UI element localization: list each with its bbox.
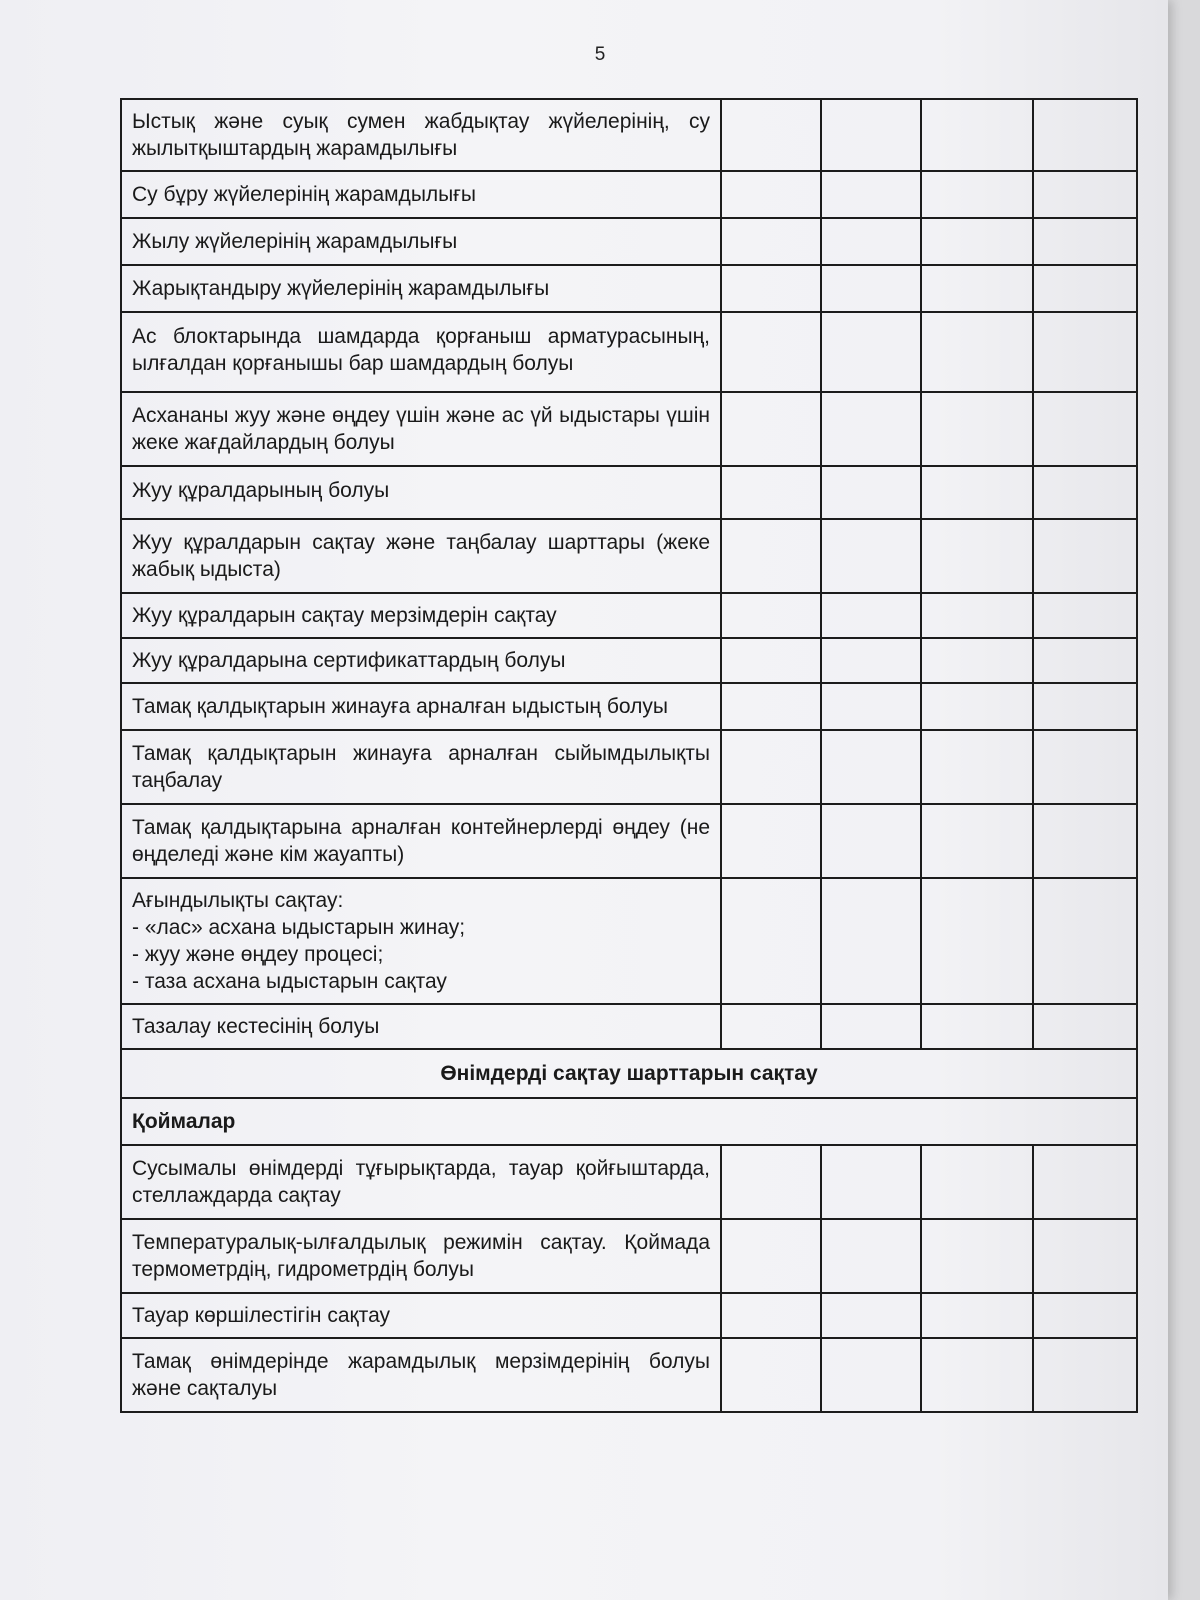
check-cell[interactable]: [721, 1293, 821, 1338]
check-cell[interactable]: [821, 312, 921, 392]
check-cell[interactable]: [1033, 1145, 1137, 1219]
check-cell[interactable]: [921, 1145, 1033, 1219]
check-cell[interactable]: [1033, 1004, 1137, 1049]
row-description: Жуу құралдарына сертификаттардың болуы: [121, 638, 721, 683]
check-cell[interactable]: [921, 171, 1033, 218]
checklist-table: [120, 98, 1138, 1413]
check-cell[interactable]: [821, 1004, 921, 1049]
check-cell[interactable]: [721, 1338, 821, 1412]
check-cell[interactable]: [721, 519, 821, 593]
check-cell[interactable]: [1033, 171, 1137, 218]
check-cell[interactable]: [921, 683, 1033, 730]
row-description: Температуралық-ылғалдылық режимін сақтау. Қоймада термометрдің, гидрометрдің болуы: [121, 1219, 721, 1293]
check-cell[interactable]: [821, 1145, 921, 1219]
check-cell[interactable]: [1033, 1293, 1137, 1338]
table-row: [121, 265, 1137, 312]
check-cell[interactable]: [821, 730, 921, 804]
check-cell[interactable]: [821, 1338, 921, 1412]
check-cell[interactable]: [821, 519, 921, 593]
check-cell[interactable]: [821, 218, 921, 265]
table-row: [121, 392, 1137, 466]
table-row: [121, 1293, 1137, 1338]
subsection-header-row: [121, 1098, 1137, 1145]
check-cell[interactable]: [921, 804, 1033, 878]
check-cell[interactable]: [721, 392, 821, 466]
check-cell[interactable]: [1033, 218, 1137, 265]
check-cell[interactable]: [921, 312, 1033, 392]
row-description: Тазалау кестесінің болуы: [121, 1004, 721, 1049]
check-cell[interactable]: [821, 1219, 921, 1293]
check-cell[interactable]: [1033, 466, 1137, 519]
table-row: [121, 730, 1137, 804]
check-cell[interactable]: [821, 1293, 921, 1338]
check-cell[interactable]: [1033, 99, 1137, 171]
row-description: Ыстық және суық сумен жабдықтау жүйелерінің, су жылытқыштардың жарамдылығы: [121, 99, 721, 171]
table-row: [121, 466, 1137, 519]
check-cell[interactable]: [821, 878, 921, 1004]
check-cell[interactable]: [1033, 804, 1137, 878]
row-description: Тамақ өнімдерінде жарамдылық мерзімдерінің болуы және сақталуы: [121, 1338, 721, 1412]
row-description: Асхананы жуу және өңдеу үшін және ас үй ыдыстары үшін жеке жағдайлардың болуы: [121, 392, 721, 466]
table-row: [121, 1145, 1137, 1219]
check-cell[interactable]: [821, 804, 921, 878]
table-row: [121, 804, 1137, 878]
row-description: Ас блоктарында шамдарда қорғаныш арматурасының, ылғалдан қорғанышы бар шамдардың болуы: [121, 312, 721, 392]
table-row: [121, 1004, 1137, 1049]
table-row: [121, 593, 1137, 638]
check-cell[interactable]: [721, 683, 821, 730]
row-line: - «лас» асхана ыдыстарын жинау;: [132, 916, 466, 939]
check-cell[interactable]: [821, 466, 921, 519]
check-cell[interactable]: [921, 1338, 1033, 1412]
table-row: [121, 312, 1137, 392]
check-cell[interactable]: [821, 265, 921, 312]
subsection-title: Қоймалар: [121, 1098, 1137, 1145]
check-cell[interactable]: [721, 638, 821, 683]
check-cell[interactable]: [1033, 1338, 1137, 1412]
check-cell[interactable]: [821, 683, 921, 730]
check-cell[interactable]: [821, 99, 921, 171]
table-row: [121, 519, 1137, 593]
check-cell[interactable]: [721, 1219, 821, 1293]
check-cell[interactable]: [921, 878, 1033, 1004]
check-cell[interactable]: [721, 804, 821, 878]
check-cell[interactable]: [721, 466, 821, 519]
check-cell[interactable]: [821, 638, 921, 683]
row-description: Тауар көршілестігін сақтау: [121, 1293, 721, 1338]
row-line: - таза асхана ыдыстарын сақтау: [132, 970, 447, 993]
table-row: [121, 878, 1137, 1004]
table-row: [121, 218, 1137, 265]
check-cell[interactable]: [1033, 1219, 1137, 1293]
check-cell[interactable]: [921, 1293, 1033, 1338]
table-row: [121, 1219, 1137, 1293]
check-cell[interactable]: [921, 730, 1033, 804]
check-cell[interactable]: [921, 218, 1033, 265]
table-row: [121, 683, 1137, 730]
row-description: Тамақ қалдықтарына арналған контейнерлерді өңдеу (не өңделеді және кім жауапты): [121, 804, 721, 878]
row-description: Сусымалы өнімдерді тұғырықтарда, тауар қойғыштарда, стеллаждарда сақтау: [121, 1145, 721, 1219]
check-cell[interactable]: [721, 171, 821, 218]
check-cell[interactable]: [821, 171, 921, 218]
check-cell[interactable]: [921, 519, 1033, 593]
check-cell[interactable]: [1033, 730, 1137, 804]
check-cell[interactable]: [1033, 878, 1137, 1004]
row-description: Жарықтандыру жүйелерінің жарамдылығы: [121, 265, 721, 312]
check-cell[interactable]: [721, 99, 821, 171]
table-row: [121, 171, 1137, 218]
section-header-row: [121, 1049, 1137, 1098]
row-line: - жуу және өңдеу процесі;: [132, 943, 384, 966]
check-cell[interactable]: [721, 593, 821, 638]
check-cell[interactable]: [921, 99, 1033, 171]
check-cell[interactable]: [821, 392, 921, 466]
row-description-multiline: [121, 878, 721, 1004]
row-description: Жуу құралдарын сақтау және таңбалау шарттары (жеке жабық ыдыста): [121, 519, 721, 593]
table-row: [121, 1338, 1137, 1412]
check-cell[interactable]: [1033, 312, 1137, 392]
check-cell[interactable]: [721, 218, 821, 265]
check-cell[interactable]: [1033, 265, 1137, 312]
check-cell[interactable]: [1033, 392, 1137, 466]
check-cell[interactable]: [921, 593, 1033, 638]
page-number: 5: [594, 44, 606, 65]
check-cell[interactable]: [721, 1004, 821, 1049]
check-cell[interactable]: [921, 638, 1033, 683]
row-description: Жуу құралдарын сақтау мерзімдерін сақтау: [121, 593, 721, 638]
check-cell[interactable]: [921, 1004, 1033, 1049]
table-row: [121, 638, 1137, 683]
table-row: [121, 99, 1137, 171]
check-cell[interactable]: [721, 265, 821, 312]
check-cell[interactable]: [821, 593, 921, 638]
check-cell[interactable]: [721, 1145, 821, 1219]
check-cell[interactable]: [1033, 683, 1137, 730]
row-description: Жылу жүйелерінің жарамдылығы: [121, 218, 721, 265]
check-cell[interactable]: [921, 466, 1033, 519]
row-description: Жуу құралдарының болуы: [121, 466, 721, 519]
check-cell[interactable]: [921, 1219, 1033, 1293]
check-cell[interactable]: [1033, 593, 1137, 638]
check-cell[interactable]: [921, 392, 1033, 466]
section-title: Өнімдерді сақтау шарттарын сақтау: [121, 1049, 1137, 1098]
check-cell[interactable]: [1033, 519, 1137, 593]
row-description: Тамақ қалдықтарын жинауға арналған сыйымдылықты таңбалау: [121, 730, 721, 804]
check-cell[interactable]: [921, 265, 1033, 312]
row-line: Ағындылықты сақтау:: [132, 889, 344, 912]
check-cell[interactable]: [721, 312, 821, 392]
check-cell[interactable]: [721, 730, 821, 804]
check-cell[interactable]: [721, 878, 821, 1004]
row-description: Тамақ қалдықтарын жинауға арналған ыдыстың болуы: [121, 683, 721, 730]
row-description: Су бұру жүйелерінің жарамдылығы: [121, 171, 721, 218]
check-cell[interactable]: [1033, 638, 1137, 683]
